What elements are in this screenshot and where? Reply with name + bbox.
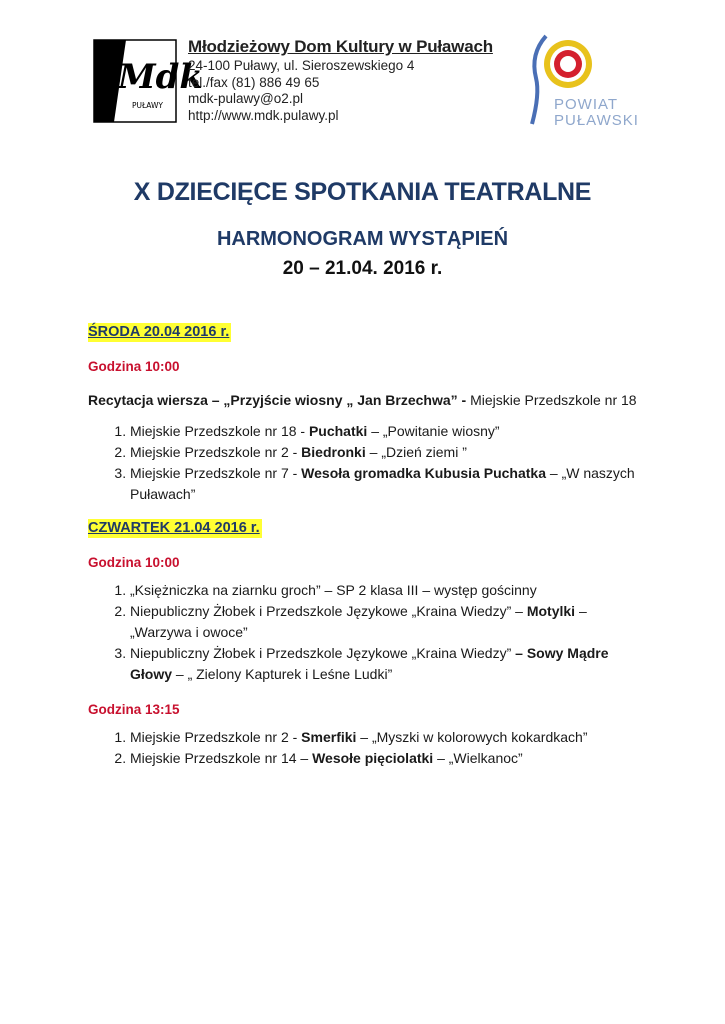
org-address: 24-100 Puławy, ul. Sieroszewskiego 4	[188, 58, 415, 73]
day2-section	[88, 519, 648, 769]
org-phone: tel./fax (81) 886 49 65	[188, 74, 320, 90]
day2-hour2: Godzina 13:15	[88, 702, 180, 717]
powiat-line1: POWIAT	[554, 96, 619, 113]
item-play: – „Myszki w kolorowych kokardkach”	[356, 729, 588, 745]
day1-label: ŚRODA 20.04 2016 r.	[88, 324, 230, 340]
event-dates: 20 – 21.04. 2016 r.	[282, 258, 443, 279]
day2-label: CZWARTEK 21.04 2016 r.	[88, 520, 260, 536]
item-group: Biedronki	[301, 444, 366, 460]
item-play: – „Wielkanoc”	[433, 750, 523, 766]
item-group: – Sowy Mądre Głowy	[130, 645, 609, 682]
item-text: Miejskie Przedszkole nr 18 -	[130, 423, 309, 439]
item-group: Wesoła gromadka Kubusia Puchatka	[301, 465, 546, 481]
list-item	[130, 442, 648, 463]
list-item	[130, 748, 648, 769]
powiat-line2: PUŁAWSKI	[554, 112, 639, 129]
day2-hour1: Godzina 10:00	[88, 555, 180, 570]
day2-list1	[88, 580, 648, 685]
day1-hour: Godzina 10:00	[88, 359, 180, 374]
item-play: – „ Zielony Kapturek i Leśne Ludki”	[172, 666, 393, 682]
day1-recitation	[88, 390, 648, 411]
item-text: Niepubliczny Żłobek i Przedszkole Językowe „Kraina Wiedzy”	[130, 645, 516, 661]
day1-list	[88, 421, 648, 505]
list-item	[130, 421, 648, 442]
mdk-logo-icon	[92, 36, 203, 124]
recitation-performer: Miejskie Przedszkole nr 18	[466, 392, 637, 408]
item-group: Puchatki	[308, 423, 368, 439]
event-title: X DZIECIĘCE SPOTKANIA TEATRALNE	[133, 178, 592, 206]
organization-info	[188, 36, 528, 124]
logo-mdk-text: Mdk	[118, 57, 203, 97]
item-play: – „W naszych Puławach”	[130, 465, 635, 502]
item-text: Miejskie Przedszkole nr 14 –	[130, 750, 313, 766]
item-text: Miejskie Przedszkole nr 2 -	[130, 444, 302, 460]
item-play: – „Powitanie wiosny”	[367, 423, 500, 439]
item-text: Miejskie Przedszkole nr 2 -	[130, 729, 302, 745]
recitation-title: Recytacja wiersza – „Przyjście wiosny „ Jan Brzechwa” -	[88, 392, 467, 408]
item-group: Wesołe pięciolatki	[312, 750, 434, 766]
list-item	[130, 643, 648, 685]
item-group: Motylki	[526, 603, 576, 619]
item-text: „Księżniczka na ziarnku groch” – SP 2 klasa III – występ gościnny	[130, 582, 537, 598]
letterhead	[88, 34, 648, 134]
list-item	[130, 580, 648, 601]
list-item	[130, 727, 648, 748]
logo-pulawy-text: PUŁAWY	[132, 101, 163, 110]
item-text: Niepubliczny Żłobek i Przedszkole Językowe „Kraina Wiedzy” –	[130, 603, 527, 619]
schedule-content	[88, 323, 648, 769]
day1-section	[88, 323, 648, 505]
item-text: Miejskie Przedszkole nr 7 -	[130, 465, 302, 481]
day2-list2	[88, 727, 648, 769]
item-play: – „Warzywa i owoce”	[130, 603, 587, 640]
org-name: Młodzieżowy Dom Kultury w Puławach	[188, 37, 493, 56]
list-item	[130, 463, 648, 505]
item-play: – „Dzień ziemi ”	[365, 444, 467, 460]
item-group: Smerfiki	[301, 729, 357, 745]
org-email: mdk-pulawy@o2.pl	[188, 91, 304, 106]
list-item	[130, 601, 648, 643]
schedule-title: HARMONOGRAM WYSTĄPIEŃ	[216, 228, 509, 250]
org-website: http://www.mdk.pulawy.pl	[188, 107, 339, 123]
